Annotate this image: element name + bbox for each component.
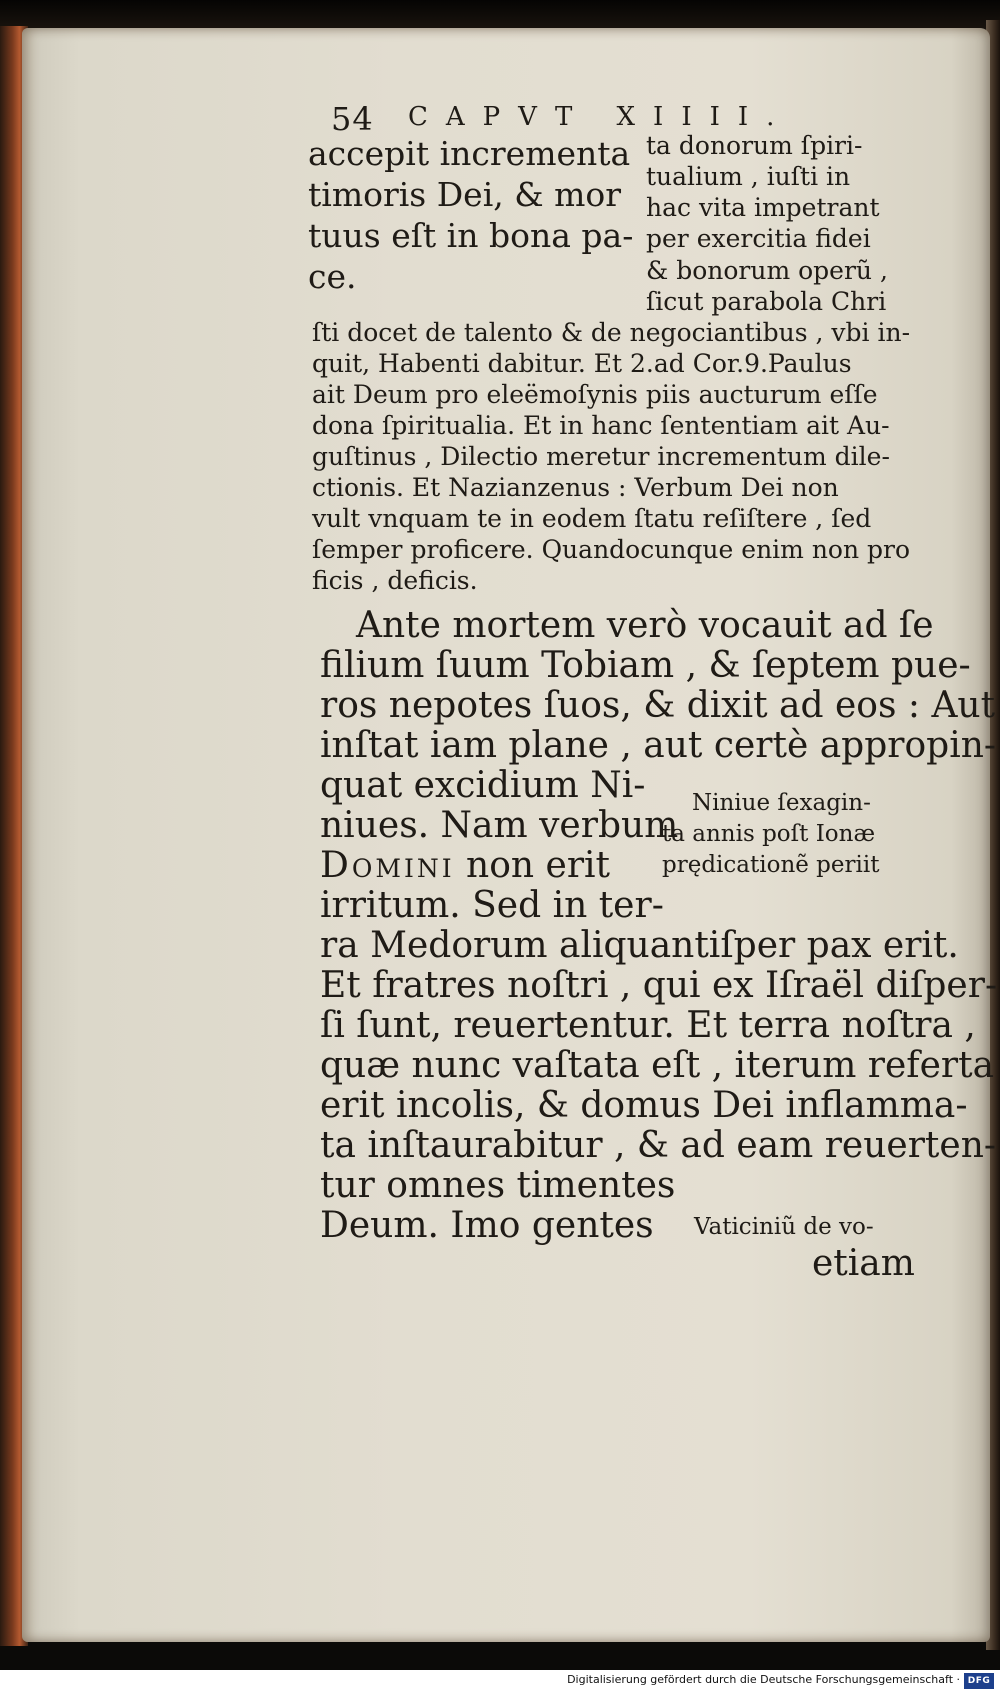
main-text-line: ſi ſunt, reuertentur. Et terra noſtra , (320, 1005, 976, 1046)
main-text-line: quæ nunc vaſtata eſt , iterum referta (320, 1045, 995, 1086)
margin-note: Niniue ſexagin- (692, 790, 871, 816)
main-text-line: erit incolis, & domus Dei inflamma- (320, 1085, 968, 1126)
main-text-line: Ante mortem verò vocauit ad ſe (356, 605, 934, 646)
main-text-line: ce. (308, 257, 357, 296)
nomen-domini: Domini (320, 845, 455, 886)
funding-notice: Digitalisierung gefördert durch die Deutsche Forschungsgemeinschaft · (567, 1673, 960, 1686)
running-header-title: CAPVT XIIII. (408, 102, 793, 132)
main-text-line: ta inſtaurabitur , & ad eam reuerten- (320, 1125, 997, 1166)
gloss-line: hac vita impetrant (646, 193, 880, 222)
main-text-line: ros nepotes ſuos, & dixit ad eos : Aut (320, 685, 996, 726)
gloss-line: ſicut parabola Chri (646, 287, 887, 316)
main-text-line: Et fratres noſtri , qui ex Iſraël diſper- (320, 965, 998, 1006)
dfg-logo: DFG (964, 1673, 994, 1689)
gloss-line: per exercitia fidei (646, 224, 871, 253)
gloss-line: ctionis. Et Nazianzenus : Verbum Dei non (312, 473, 839, 502)
gloss-line: vult vnquam te in eodem ſtatu reſiſtere , ſed (312, 504, 872, 533)
gloss-line: ait Deum pro eleëmoſynis piis aucturum eſſe (312, 380, 878, 409)
book-page (22, 28, 998, 1642)
gloss-line: quit, Habenti dabitur. Et 2.ad Cor.9.Paulus (312, 349, 852, 378)
main-text-line: tuus eſt in bona pa- (308, 216, 634, 255)
page-number: 54 (331, 100, 374, 138)
main-text-line: inſtat iam plane , aut certè appropin- (320, 725, 997, 766)
gloss-line: dona ſpiritualia. Et in hanc ſententiam ait Au- (312, 411, 890, 440)
main-text-line: Deum. Imo gentes (320, 1205, 654, 1246)
main-text-line: quat excidium Ni- (320, 765, 646, 806)
main-text-line: irritum. Sed in ter- (320, 885, 664, 926)
catchword: etiam (812, 1243, 915, 1284)
gloss-line: ſemper proficere. Quandocunque enim non pro (312, 535, 911, 564)
main-text-line: accepit incrementa (308, 134, 631, 173)
margin-note: prędicationẽ periit (662, 852, 880, 878)
margin-note: ta annis poſt Ionæ (662, 821, 876, 847)
gloss-line: ſti docet de talento & de negociantibus , vbi in- (312, 318, 911, 347)
gloss-line: ficis , deficis. (312, 566, 478, 595)
gloss-line: guſtinus , Dilectio meretur incrementum dile- (312, 442, 890, 471)
margin-note: Vaticiniũ de vo- (694, 1214, 874, 1240)
main-text-line: ra Medorum aliquantiſper pax erit. (320, 925, 959, 966)
footer-bar (0, 1670, 1000, 1694)
main-text-line: filium ſuum Tobiam , & ſeptem pue- (320, 645, 971, 686)
main-text-line: timoris Dei, & mor (308, 175, 622, 214)
main-text-line: niues. Nam verbum (320, 805, 679, 846)
main-text-line: Domini non erit (320, 845, 611, 886)
gloss-line: & bonorum operũ , (646, 256, 888, 285)
gloss-line: ta donorum ſpiri- (646, 131, 863, 160)
gloss-line: tualium , iuſti in (646, 162, 851, 191)
main-text-line: tur omnes timentes (320, 1165, 676, 1206)
book-top-edge (0, 0, 1000, 30)
